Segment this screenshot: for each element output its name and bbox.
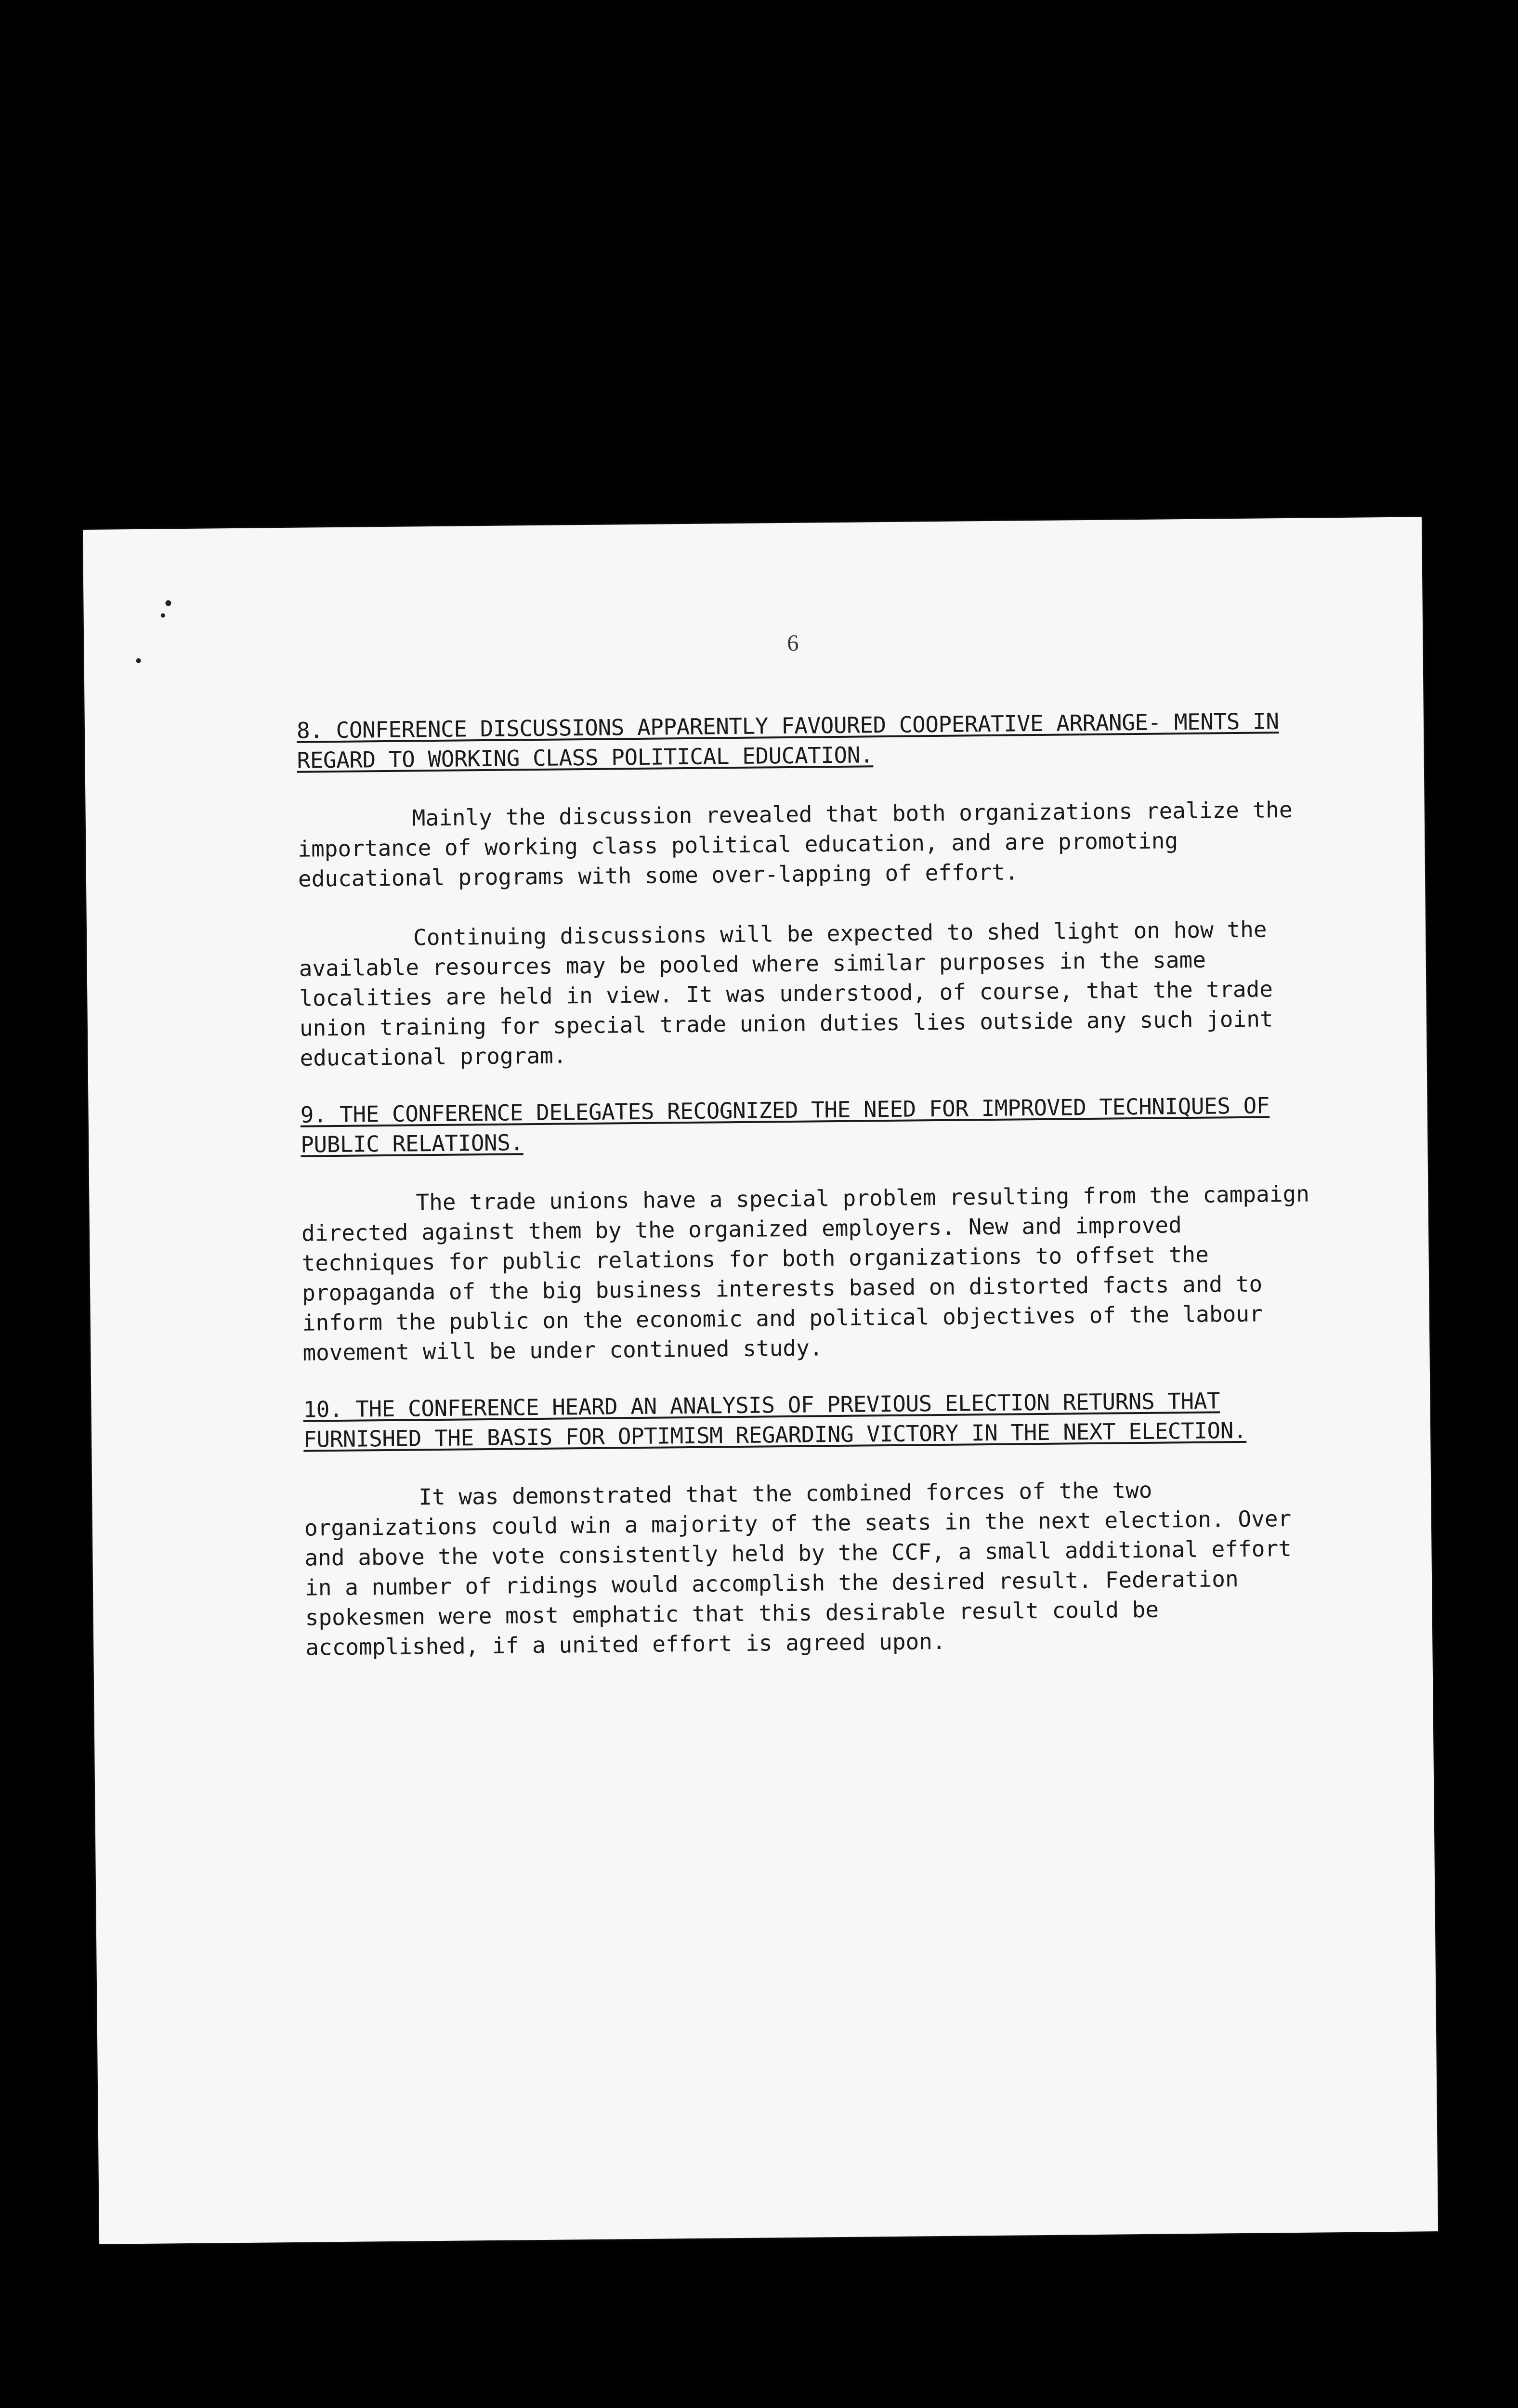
- section-heading: 8. CONFERENCE DISCUSSIONS APPARENTLY FAVOURED COOPERATIVE ARRANGE- MENTS IN REGARD TO WORKING CLASS POLITICAL EDUCATION.: [296, 708, 1279, 773]
- body-paragraph: Continuing discussions will be expected to shed light on how the available resources may be pooled where similar purposes in the same localities are held in view. It was understood, of course, that the trade union training for special trade union duties lies outside any such joint educational program.: [299, 916, 1273, 1071]
- document-body: [297, 706, 1322, 1692]
- section-8: [297, 706, 1316, 1073]
- page-number: 6: [787, 630, 799, 656]
- page-speck: [161, 613, 165, 617]
- page-speck: [136, 658, 141, 663]
- section-9: [300, 1090, 1319, 1367]
- section-heading: 10. THE CONFERENCE HEARD AN ANALYSIS OF PREVIOUS ELECTION RETURNS THAT FURNISHED THE BASIS FOR OPTIMISM REGARDING VICTORY IN THE NEXT ELECTION.: [303, 1387, 1247, 1453]
- section-heading: 9. THE CONFERENCE DELEGATES RECOGNIZED THE NEED FOR IMPROVED TECHNIQUES OF PUBLIC RELATIONS.: [300, 1092, 1270, 1158]
- body-paragraph: It was demonstrated that the combined forces of the two organizations could win a majority of the seats in the next election. Over and above the vote consistently held by the CCF, a small additional effort in a number of ridings would accomplish the desired result. Federation spokesmen were most emphatic that this desirable result could be accomplished, if a united effort is agreed upon.: [304, 1477, 1292, 1661]
- page-speck: [165, 600, 171, 606]
- body-paragraph: Mainly the discussion revealed that both organizations realize the importance of working class political education, and are promoting educational programs with some over-lapping of effort.: [298, 796, 1293, 892]
- section-10: [303, 1385, 1322, 1662]
- body-paragraph: The trade unions have a special problem resulting from the campaign directed against them by the organized employers. New and improved techniques for public relations for both organizations to offset the propaganda of the big business interests based on distorted facts and to inform the public on the economic and political objectives of the labour movement will be under continued study.: [301, 1180, 1310, 1366]
- document-page: [83, 517, 1438, 2244]
